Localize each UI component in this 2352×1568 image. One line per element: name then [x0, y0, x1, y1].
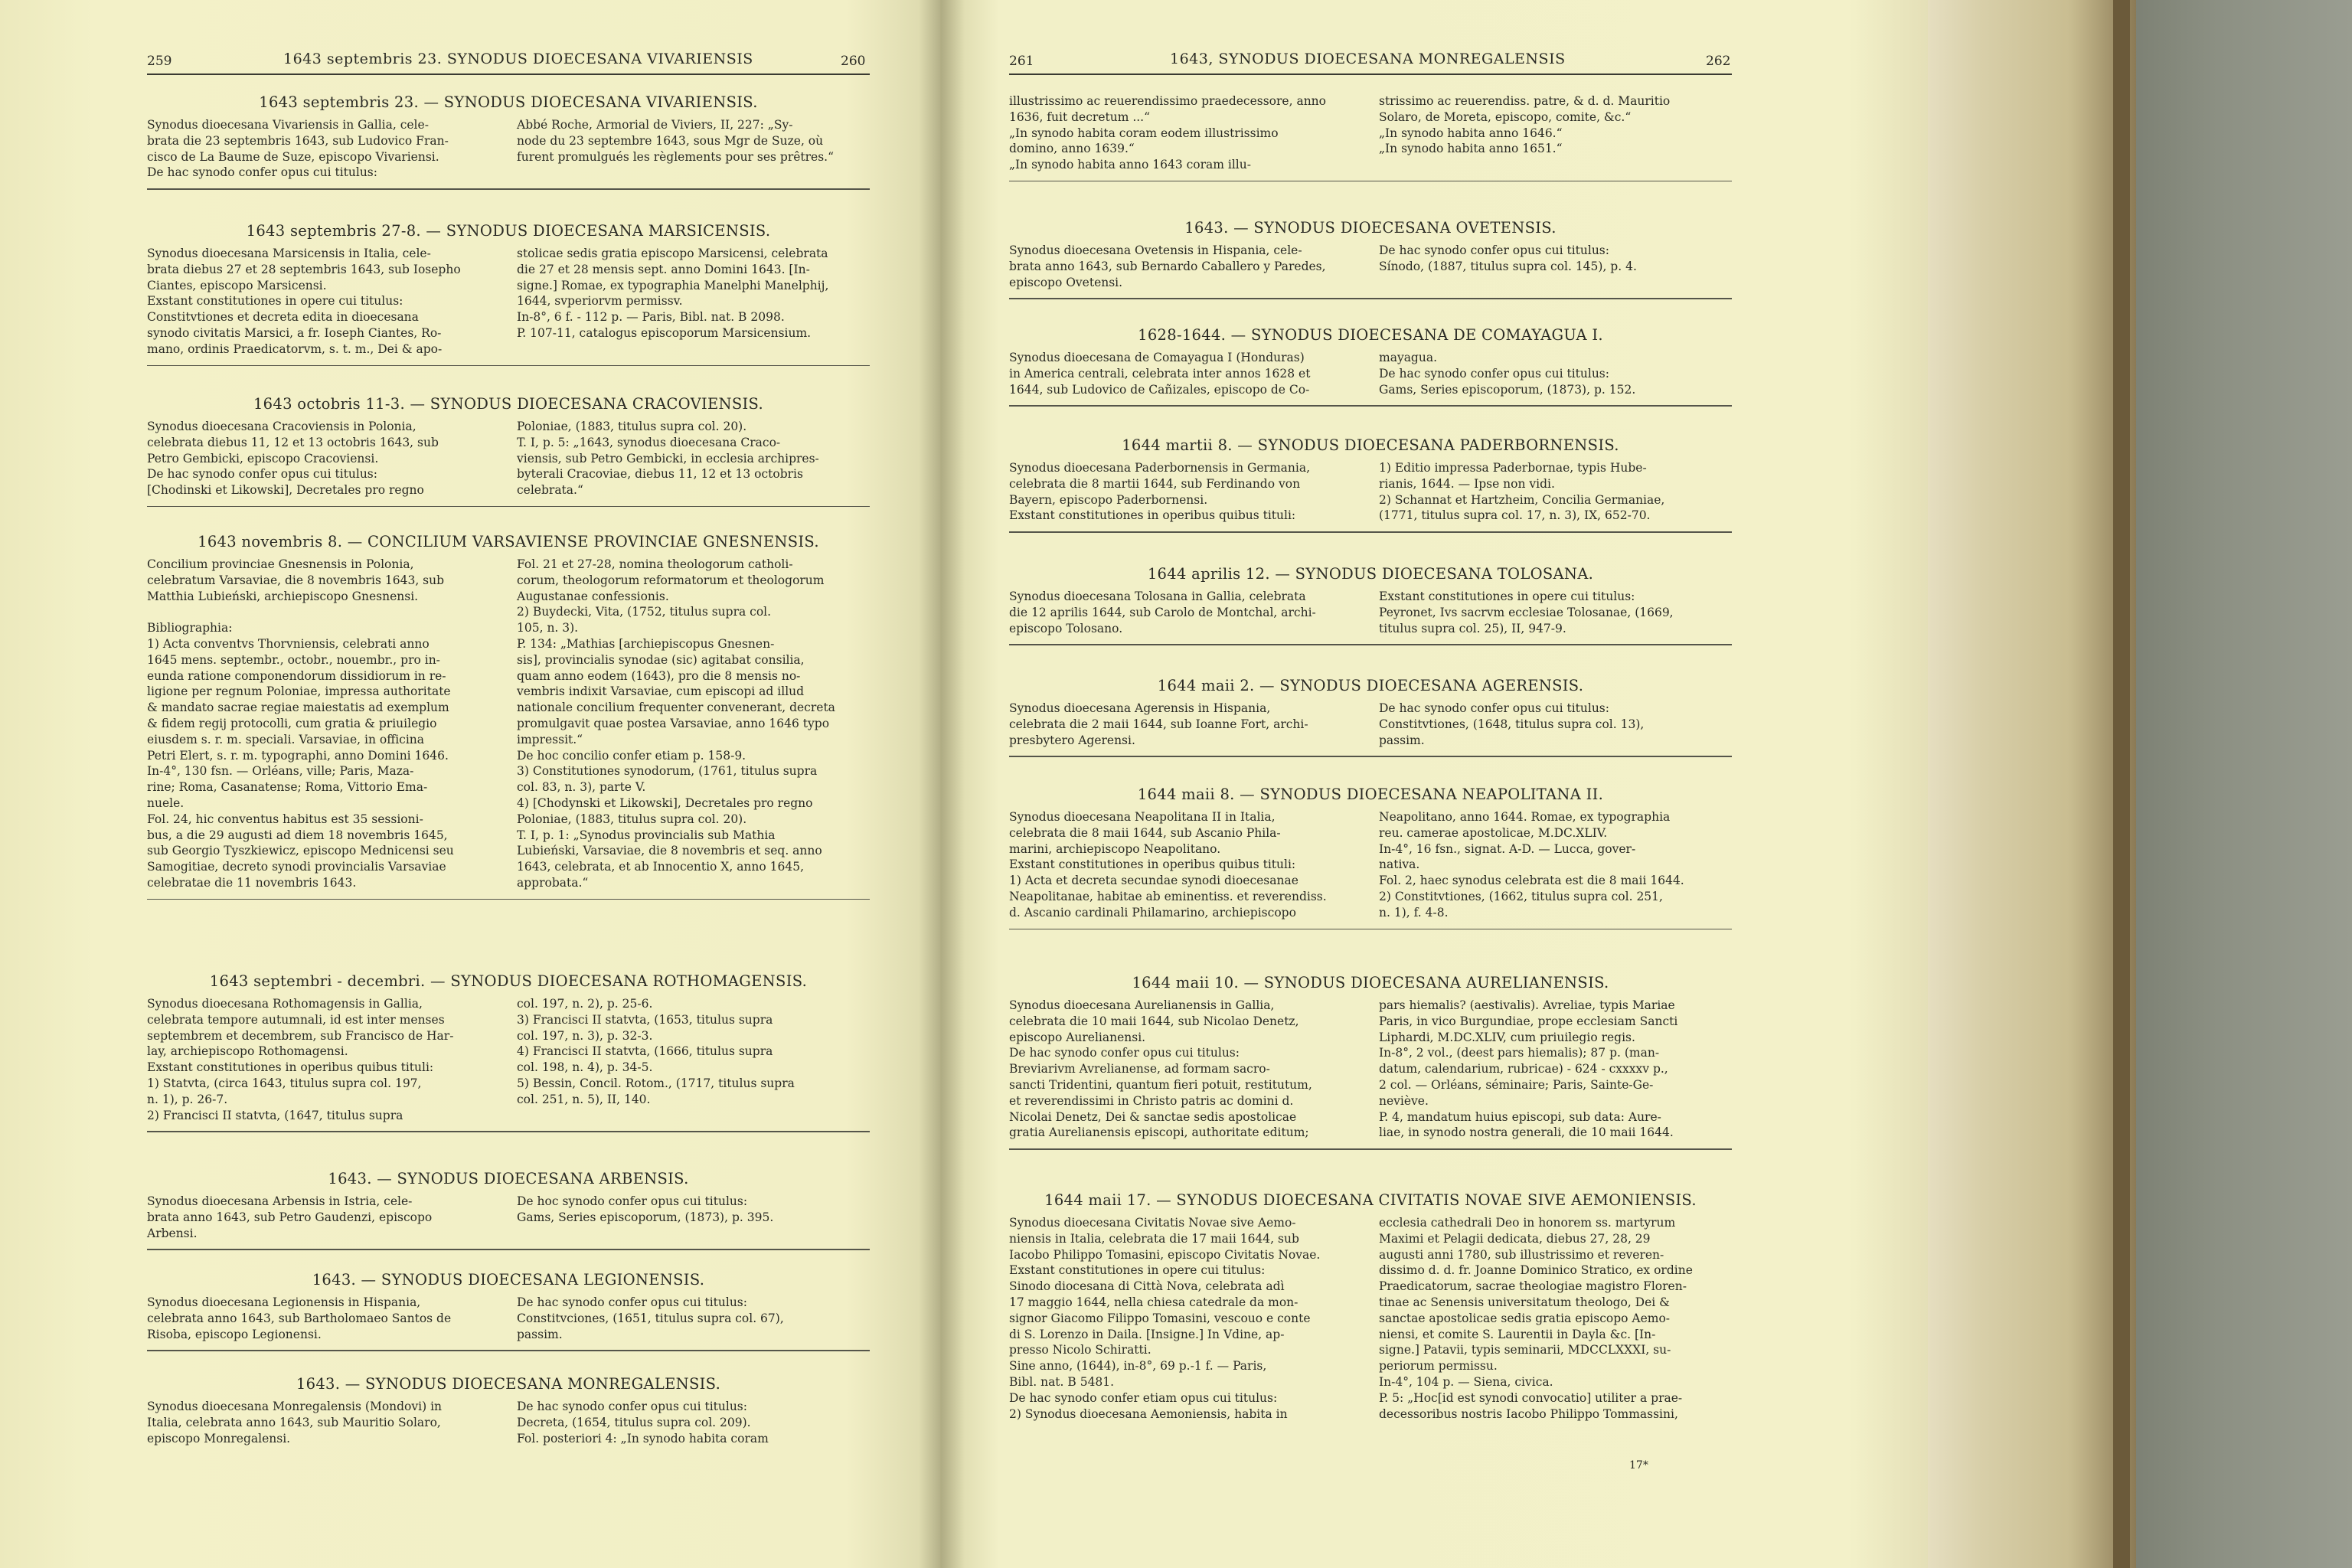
entry-aurelianensis	[1009, 974, 1732, 1150]
entry-title: 1643 novembris 8. — CONCILIUM VARSAVIENSE PROVINCIAE GNESNENSIS.	[198, 533, 819, 550]
entry-col-2: mayagua. De hac synodo confer opus cui titulus: Gams, Series episcoporum, (1873), p. 152.	[1379, 351, 1636, 397]
table-background	[2128, 0, 2352, 1568]
page-number-left: 261	[1009, 54, 1034, 69]
entry-col-2: Neapolitano, anno 1644. Romae, ex typographia reu. camerae apostolicae, M.DC.XLIV. In-4°, 16 fsn., signat. A-D. — Lucca, gover- nativa. Fol. 2, haec synodus celebrata est die 8 maii 1644. 2) Constitvtiones, (1662, titulus supra col. 251, n. 1), f. 4-8.	[1379, 810, 1684, 920]
entry-separator	[147, 899, 870, 900]
right-page	[940, 0, 1928, 1568]
entry-col-2: Fol. 21 et 27-28, nomina theologorum catholi- corum, theologorum reformatorum et theologorum Augustanae confessionis. 2) Buydecki, Vita, (1752, titulus supra col. 105, n. 3). P. 134: „Mathias [archiepiscopus Gnesnen- sis], provincialis synodae (sic) agitabat consilia, quam anno eodem (1643), pro die 8 mensis no- vembris indixit Varsaviae, cum episcopi ad illud nationale concilium frequenter convenerant, decreta promulgavit quae postea Varsaviae, anno 1646 typo impressit.“ De hoc concilio confer etiam p. 158-9. 3) Constitutiones synodorum, (1761, titulus supra col. 83, n. 3), parte V. 4) [Chodynski et Likowski], Decretales pro regno Poloniae, (1883, titulus supra col. 20). T. I, p. 1: „Synodus provincialis sub Mathia Lubieński, Varsaviae, die 8 novembris et seq. anno 1643, celebrata, et ab Innocentio X, anno 1645, approbata.“	[517, 557, 835, 890]
entry-marsicensis	[147, 222, 870, 366]
entry-col-1: Synodus dioecesana Agerensis in Hispania, celebrata die 2 maii 1644, sub Ioanne Fort, archi- presbytero Agerensi.	[1009, 701, 1308, 747]
entry-col-1: Synodus dioecesana Aurelianensis in Gallia, celebrata die 10 maii 1644, sub Nicolao Denetz, episcopo Aurelianensi. De hac synodo confer opus cui titulus: Breviarivm Avrelianense, ad formam sacro- sancti Tridentini, quantum fieri potuit, restitutum, et reverendissimi in Christo patris ac domini d. Nicolai Denetz, Dei & sanctae sedis apostolicae gratia Aurelianensis episcopi, authoritate editum;	[1009, 998, 1312, 1140]
entry-col-2: ecclesia cathedrali Deo in honorem ss. martyrum Maximi et Pelagii dedicata, diebus 27, 28, 29 augusti anni 1780, sub illustrissimo et reveren- dissimo d. d. fr. Joanne Dominico Stratico, ex ordine Praedicatorum, sacrae theologiae magistro Floren- tinae ac Senensis universitatum theologo, Dei & sanctae apostolicae sedis gratia episcopo Aemo- niensi, et comite S. Laurentii in Dayla &c. [In- signe.] Patavii, typis seminarii, MDCCLXXXI, su- periorum permissu. In-4°, 104 p. — Siena, civica. P. 5: „Hoc[id est synodi convocatio] utiliter a prae- decessoribus nostris Iacobo Philippo Tommassini,	[1379, 1216, 1693, 1421]
entry-separator	[1009, 644, 1732, 645]
book-gutter	[919, 0, 965, 1568]
entry-title: 1643 septembri - decembri. — SYNODUS DIOECESANA ROTHOMAGENSIS.	[209, 972, 808, 990]
entry-col-2: pars hiemalis? (aestivalis). Avreliae, typis Mariae Paris, in vico Burgundiae, prope ecclesiam Sancti Liphardi, M.DC.XLIV, cum priuilegio regis. In-8°, 2 vol., (deest pars hiemalis); 87 p. (man- datum, calendarium, rubricae) - 624 - cxxxxv p., 2 col. — Orléans, séminaire; Paris, Sainte-Ge- neviève. P. 4, mandatum huius episcopi, sub data: Aure- liae, in synodo nostra generali, die 10 maii 1644.	[1379, 998, 1678, 1140]
page-number-left: 259	[147, 54, 172, 69]
entry-monregalensis	[147, 1375, 870, 1446]
entry-separator	[1009, 929, 1732, 930]
entry-col-2: Abbé Roche, Armorial de Viviers, II, 227: „Sy- node du 23 septembre 1643, sous Mgr de Suze, où furent promulgués les règlements pour ses prêtres.“	[517, 118, 835, 164]
entry-rothomagensis	[147, 972, 870, 1132]
entry-title: 1644 maii 2. — SYNODUS DIOECESANA AGERENSIS.	[1157, 677, 1584, 694]
entry-col-1: Concilium provinciae Gnesnensis in Polonia, celebratum Varsaviae, die 8 novembris 1643, sub Matthia Lubieński, archiepiscopo Gnesnensi. Bibliographia: 1) Acta conventvs Thorvniensis, celebrati anno 1645 mens. septembr., octobr., nouembr., pro in- eunda ratione componendorum dissidiorum in re- ligione per regnum Poloniae, impressa authoritate & mandato sacrae regiae maiestatis ad exemplum & fidem regij protocolli, cum gratia & priuilegio eiusdem s. r. m. speciali. Varsaviae, in officina Petri Elert, s. r. m. typographi, anno Domini 1646. In-4°, 130 fsn. — Orléans, ville; Paris, Maza- rine; Roma, Casanatense; Roma, Vittorio Ema- nuele. Fol. 24, hic conventus habitus est 35 sessioni- bus, a die 29 augusti ad diem 18 novembris 1645, sub Georgio Tyszkiewicz, episcopo Mednicensi seu Samogitiae, decreto synodi provincialis Varsaviae celebratae die 11 novembris 1643.	[147, 557, 454, 890]
entry-col-2: strissimo ac reuerendiss. patre, & d. d. Mauritio Solaro, de Moreta, episcopo, comite, &c.“ „In synodo habita anno 1646.“ „In synodo habita anno 1651.“	[1379, 94, 1671, 156]
entry-col-1: Synodus dioecesana Tolosana in Gallia, celebrata die 12 aprilis 1644, sub Carolo de Montchal, archi- episcopo Tolosano.	[1009, 590, 1316, 635]
entry-vivariensis	[147, 93, 870, 190]
entry-separator	[1009, 298, 1732, 299]
entry-col-1: Synodus dioecesana Arbensis in Istria, cele- brata anno 1643, sub Petro Gaudenzi, episcopo Arbensi.	[147, 1194, 433, 1240]
entry-col-2: De hac synodo confer opus cui titulus: Constitvtiones, (1648, titulus supra col. 13), passim.	[1379, 701, 1645, 747]
entry-col-2: De hac synodo confer opus cui titulus: Sínodo, (1887, titulus supra col. 145), p. 4.	[1379, 243, 1637, 273]
left-page	[0, 0, 940, 1568]
entry-title: 1643. — SYNODUS DIOECESANA ARBENSIS.	[328, 1170, 689, 1187]
entry-monregalensis-continued	[1009, 93, 1732, 181]
entry-col-2: De hac synodo confer opus cui titulus: Constitvciones, (1651, titulus supra col. 67), passim.	[517, 1295, 784, 1341]
entry-col-1: Synodus dioecesana Vivariensis in Gallia, cele- brata die 23 septembris 1643, sub Ludovico Fran- cisco de La Baume de Suze, episcopo Vivariensi. De hac synodo confer opus cui titulus:	[147, 118, 449, 180]
entry-ovetensis	[1009, 219, 1732, 299]
entry-col-2: Exstant constitutiones in opere cui titulus: Peyronet, Ivs sacrvm ecclesiae Tolosanae, (1669, titulus supra col. 25), II, 947-9.	[1379, 590, 1674, 635]
entry-title: 1643 septembris 23. — SYNODUS DIOECESANA VIVARIENSIS.	[259, 93, 758, 111]
entry-col-1: Synodus dioecesana Ovetensis in Hispania, cele- brata anno 1643, sub Bernardo Caballero y Paredes, episcopo Ovetensi.	[1009, 243, 1326, 289]
entry-title: 1644 maii 17. — SYNODUS DIOECESANA CIVITATIS NOVAE SIVE AEMONIENSIS.	[1044, 1191, 1697, 1209]
entry-comayagua	[1009, 326, 1732, 407]
entry-title: 1644 maii 10. — SYNODUS DIOECESANA AURELIANENSIS.	[1132, 974, 1609, 991]
entry-title: 1643. — SYNODUS DIOECESANA MONREGALENSIS.	[296, 1375, 721, 1393]
entry-col-1: Synodus dioecesana Neapolitana II in Italia, celebrata die 8 maii 1644, sub Ascanio Phila- marini, archiepiscopo Neapolitano. Exstant constitutiones in operibus quibus tituli: 1) Acta et decreta secundae synodi dioecesanae Neapolitanae, habitae ab eminentiss. et reverendiss. d. Ascanio cardinali Philamarino, archiepiscopo	[1009, 810, 1327, 920]
entry-col-1: Synodus dioecesana Paderbornensis in Germania, celebrata die 8 martii 1644, sub Ferdinando von Bayern, episcopo Paderbornensi. Exstant constitutiones in operibus quibus tituli:	[1009, 461, 1311, 523]
entry-title: 1644 aprilis 12. — SYNODUS DIOECESANA TOLOSANA.	[1147, 565, 1594, 583]
book-cover-edge	[2113, 0, 2130, 1568]
header-rule	[147, 74, 870, 75]
entry-col-2: Poloniae, (1883, titulus supra col. 20). T. I, p. 5: „1643, synodus dioecesana Craco- viensis, sub Petro Gembicki, in ecclesia archipres- byterali Cracoviae, diebus 11, 12 et 13 octobris celebrata.“	[517, 420, 819, 498]
entry-separator	[147, 365, 870, 367]
entry-separator	[147, 1350, 870, 1351]
entry-col-1: Synodus dioecesana Cracoviensis in Polonia, celebrata diebus 11, 12 et 13 octobris 1643, sub Petro Gembicki, episcopo Cracoviensi. De hac synodo confer opus cui titulus: [Chodinski et Likowski], Decretales pro regno	[147, 420, 439, 498]
entry-title: 1643 octobris 11-3. — SYNODUS DIOECESANA CRACOVIENSIS.	[253, 395, 764, 413]
entry-varsaviense	[147, 533, 870, 900]
entry-separator	[147, 1249, 870, 1250]
entry-aemoniensis	[1009, 1191, 1732, 1422]
entry-neapolitana	[1009, 786, 1732, 929]
entry-separator	[1009, 405, 1732, 407]
entry-col-2: 1) Editio impressa Paderbornae, typis Hube- rianis, 1644. — Ipse non vidi. 2) Schannat et Hartzheim, Concilia Germaniae, (1771, titulus supra col. 17, n. 3), IX, 652-70.	[1379, 461, 1665, 523]
entry-title: 1644 martii 8. — SYNODUS DIOECESANA PADERBORNENSIS.	[1122, 436, 1619, 454]
entry-title: 1643. — SYNODUS DIOECESANA LEGIONENSIS.	[312, 1271, 705, 1289]
page-number-right: 260	[841, 54, 866, 69]
entry-col-1: Synodus dioecesana Rothomagensis in Gallia, celebrata tempore autumnali, id est inter menses septembrem et decembrem, sub Francisco de Har- lay, archiepiscopo Rothomagensi. Exstant constitutiones in operibus quibus tituli: 1) Statvta, (circa 1643, titulus supra col. 197, n. 1), p. 26-7. 2) Francisci II statvta, (1647, titulus supra	[147, 997, 454, 1122]
signature-mark: 17*	[1629, 1459, 1648, 1472]
entry-col-1: Synodus dioecesana Monregalensis (Mondovi) in Italia, celebrata anno 1643, sub Mauritio Solaro, episcopo Monregalensi.	[147, 1400, 443, 1446]
entry-col-2: De hac synodo confer opus cui titulus: Decreta, (1654, titulus supra col. 209). Fol. posteriori 4: „In synodo habita coram	[517, 1400, 769, 1446]
entry-separator	[147, 188, 870, 190]
entry-cracoviensis	[147, 395, 870, 507]
entry-separator	[1009, 531, 1732, 533]
entry-col-2: De hoc synodo confer opus cui titulus: Gams, Series episcoporum, (1873), p. 395.	[517, 1194, 774, 1224]
running-head-left: 1643 septembris 23. SYNODUS DIOECESANA VIVARIENSIS	[283, 51, 753, 67]
entry-col-2: stolicae sedis gratia episcopo Marsicensi, celebrata die 27 et 28 mensis sept. anno Domini 1643. [In- signe.] Romae, ex typographia Manelphi Manelphij, 1644, svperiorvm permissv. In-8°, 6 f. - 112 p. — Paris, Bibl. nat. B 2098. P. 107-11, catalogus episcoporum Marsicensium.	[517, 247, 829, 340]
entry-separator	[1009, 756, 1732, 757]
entry-title: 1643 septembris 27-8. — SYNODUS DIOECESANA MARSICENSIS.	[246, 222, 771, 240]
entry-agerensis	[1009, 677, 1732, 757]
entry-col-1: Synodus dioecesana de Comayagua I (Honduras) in America centrali, celebrata inter annos 1628 et 1644, sub Ludovico de Cañizales, episcopo de Co-	[1009, 351, 1311, 397]
entry-col-1: Synodus dioecesana Civitatis Novae sive Aemo- niensis in Italia, celebrata die 17 maii 1644, sub Iacobo Philippo Tomasini, episcopo Civitatis Novae. Exstant constitutiones in opere cui titulus: Sinodo diocesana di Città Nova, celebrata adì 17 maggio 1644, nella chiesa catedrale da mon- signor Giacomo Filippo Tomasini, vescouo e conte di S. Lorenzo in Daila. [Insigne.] In Vdine, ap- presso Nicolo Schiratti. Sine anno, (1644), in-8°, 69 p.-1 f. — Paris, Bibl. nat. B 5481. De hac synodo confer etiam opus cui titulus: 2) Synodus dioecesana Aemoniensis, habita in	[1009, 1216, 1321, 1421]
entry-title: 1643. — SYNODUS DIOECESANA OVETENSIS.	[1184, 219, 1557, 237]
entry-col-1: Synodus dioecesana Legionensis in Hispania, celebrata anno 1643, sub Bartholomaeo Santos de Risoba, episcopo Legionensi.	[147, 1295, 452, 1341]
entry-title: 1644 maii 8. — SYNODUS DIOECESANA NEAPOLITANA II.	[1137, 786, 1604, 803]
entry-col-2: col. 197, n. 2), p. 25-6. 3) Francisci II statvta, (1653, titulus supra col. 197, n. 3), p. 32-3. 4) Francisci II statvta, (1666, titulus supra col. 198, n. 4), p. 34-5. 5) Bessin, Concil. Rotom., (1717, titulus supra col. 251, n. 5), II, 140.	[517, 997, 795, 1106]
header-rule	[1009, 74, 1732, 75]
entry-tolosana	[1009, 565, 1732, 645]
entry-legionensis	[147, 1271, 870, 1351]
entry-separator	[1009, 1148, 1732, 1150]
running-head-right: 1643, SYNODUS DIOECESANA MONREGALENSIS	[1170, 51, 1566, 67]
entry-separator	[147, 1131, 870, 1132]
entry-separator	[1009, 181, 1732, 182]
entry-arbensis	[147, 1170, 870, 1250]
entry-title: 1628-1644. — SYNODUS DIOECESANA DE COMAYAGUA I.	[1138, 326, 1603, 344]
entry-col-1: Synodus dioecesana Marsicensis in Italia, cele- brata diebus 27 et 28 septembris 1643, sub Iosepho Ciantes, episcopo Marsicensi. Exstant constitutiones in opere cui titulus: Constitvtiones et decreta edita in dioecesana synodo civitatis Marsici, a fr. Ioseph Ciantes, Ro- mano, ordinis Praedicatorvm, s. t. m., Dei & apo-	[147, 247, 461, 356]
page-number-right: 262	[1706, 54, 1731, 69]
book-page-edges	[1914, 0, 2136, 1568]
entry-col-1: illustrissimo ac reuerendissimo praedecessore, anno 1636, fuit decretum ...“ „In synodo habita coram eodem illustrissimo domino, anno 1639.“ „In synodo habita anno 1643 coram illu-	[1009, 94, 1326, 172]
entry-separator	[147, 506, 870, 508]
entry-paderbornensis	[1009, 436, 1732, 533]
